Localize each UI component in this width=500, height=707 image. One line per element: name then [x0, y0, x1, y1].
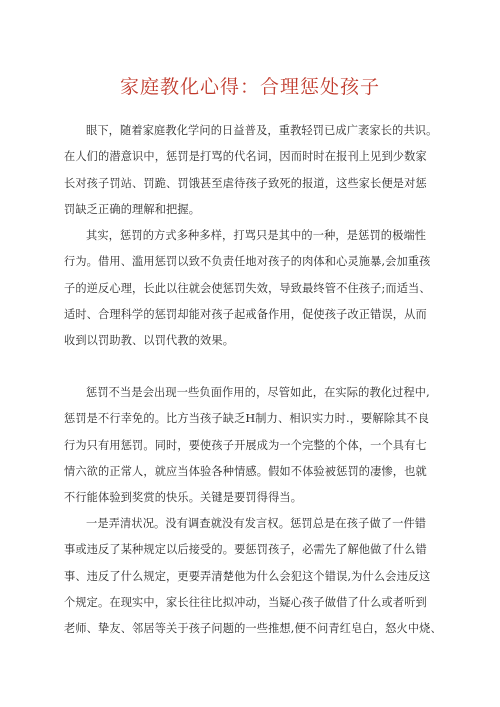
paragraph-line: 惩罚不当是会出现一些负面作用的，尽管如此，在实际的教化过程中, — [86, 386, 430, 399]
paragraph-line: 收到以罚助教、以罚代教的效果。 — [64, 334, 235, 348]
paragraph-1 — [64, 118, 444, 223]
document-title: 家庭教化心得：合理惩处孩子 — [119, 76, 380, 98]
paragraph-line: 罚缺乏正确的理解和把握。 — [64, 202, 201, 216]
paragraph-line: 在人们的潜意识中，惩罚是打骂的代名词，因而时时在报刊上见到少数家 — [64, 150, 427, 164]
paragraph-line: 行为只有用惩罚。同时，要使孩子开展成为一个完整的个体，一个具有七 — [64, 438, 427, 452]
paragraph-3 — [64, 380, 444, 511]
paragraph-line: 情六欲的正常人，就应当体验各种情感。假如不体验被惩罚的凄惨，也就 — [64, 464, 427, 478]
paragraph-line: 长对孩子罚站、罚跪、罚饿甚至虐待孩子致死的报道，这些家长便是对惩 — [64, 176, 427, 190]
paragraph-line: 子的逆反心理，长此以往就会使惩罚失效，导致最终管不住孩子;而适当、 — [64, 281, 431, 295]
paragraph-4 — [64, 511, 444, 642]
paragraph-line: 一是弄清状况。没有调查就没有发言权。惩罚总是在孩子做了一件错 — [86, 517, 427, 530]
paragraph-line: 适时、合理科学的惩罚却能对孩子起戒备作用，促使孩子改正错误，从而 — [64, 307, 427, 321]
paragraph-line: 惩罚是不行幸免的。比方当孩子缺乏H制力、相识实力时.，要解除其不良 — [64, 412, 430, 426]
paragraph-line: 老师、挚友、邻居等关于孩子问题的一些推想,便不问青红皂白，怒火中烧、 — [64, 622, 442, 636]
paragraph-2 — [64, 223, 444, 354]
paragraph-line: 事、违反了什么规定，更要弄清楚他为什么会犯这个错误,为什么会违反这 — [64, 569, 431, 583]
paragraph-line: 事或违反了某种规定以后接受的。要惩罚孩子，必需先了解他做了什么错 — [64, 543, 427, 557]
paragraph-line: 不行能体验到奖赏的快乐。关键是要罚得得当。 — [64, 491, 303, 505]
paragraph-line: 其实，惩罚的方式多种多样，打骂只是其中的一种，是惩罚的极端性 — [86, 229, 427, 242]
paragraph-line: 行为。借用、滥用惩罚以致不负责任地对孩子的肉体和心灵施暴,会加重孩 — [64, 255, 431, 269]
paragraph-line: 个规定。在现实中，家长往往比拟冲动，当疑心孩子做借了什么或者听到 — [64, 595, 427, 609]
paragraph-line: 眼下，随着家庭教化学问的日益普及，重教轻罚已成广袤家长的共识。 — [86, 124, 438, 137]
